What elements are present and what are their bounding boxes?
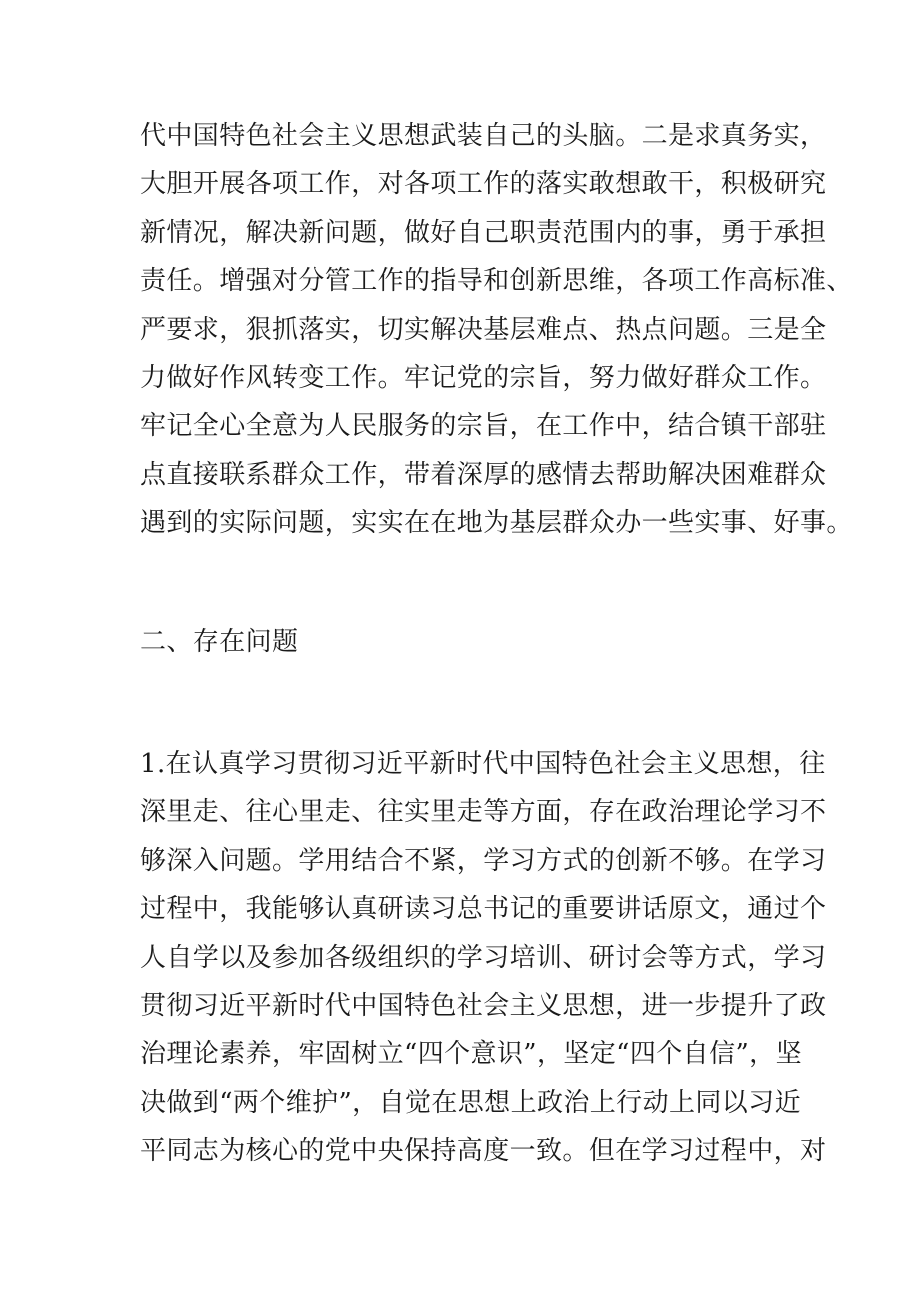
text-line: 牢记全心全意为人民服务的宗旨，在工作中，结合镇干部驻 (140, 411, 827, 442)
paragraph-problem-1 (140, 740, 827, 1176)
text-line: 深里走、往心里走、往实里走等方面，存在政治理论学习不 (140, 797, 827, 828)
text-line: 责任。增强对分管工作的指导和创新思维，各项工作高标准、 (140, 266, 853, 297)
text-line: 过程中，我能够认真研读习总书记的重要讲话原文，通过个 (140, 894, 827, 925)
text-line: 1.在认真学习贯彻习近平新时代中国特色社会主义思想，往 (140, 749, 826, 779)
section-heading-text: 二、存在问题 (140, 627, 299, 657)
text-line: 点直接联系群众工作，带着深厚的感情去帮助解决困难群众 (140, 459, 827, 490)
text-line: 决做到“两个维护”，自觉在思想上政治上行动上同以习近 (140, 1087, 801, 1118)
text-line: 新情况，解决新问题，做好自己职责范围内的事，勇于承担 (140, 217, 827, 248)
text-line: 严要求，狠抓落实，切实解决基层难点、热点问题。三是全 (140, 314, 827, 345)
text-line: 贯彻习近平新时代中国特色社会主义思想，进一步提升了政 (140, 990, 827, 1021)
text-line: 大胆开展各项工作，对各项工作的落实敢想敢干，积极研究 (140, 169, 827, 200)
paragraph-continuation (140, 112, 853, 548)
text-line: 力做好作风转变工作。牢记党的宗旨，努力做好群众工作。 (140, 362, 827, 393)
text-line: 代中国特色社会主义思想武装自己的头脑。二是求真务实， (140, 121, 827, 151)
text-line: 够深入问题。学用结合不紧，学习方式的创新不够。在学习 (140, 845, 827, 876)
section-heading (140, 618, 800, 666)
text-line: 人自学以及参加各级组织的学习培训、研讨会等方式，学习 (140, 942, 827, 973)
text-line: 平同志为核心的党中央保持高度一致。但在学习过程中，对 (140, 1136, 827, 1167)
text-line: 遇到的实际问题，实实在在地为基层群众办一些实事、好事。 (140, 508, 853, 539)
text-line: 治理论素养，牢固树立“四个意识”，坚定“四个自信”，坚 (140, 1039, 802, 1070)
